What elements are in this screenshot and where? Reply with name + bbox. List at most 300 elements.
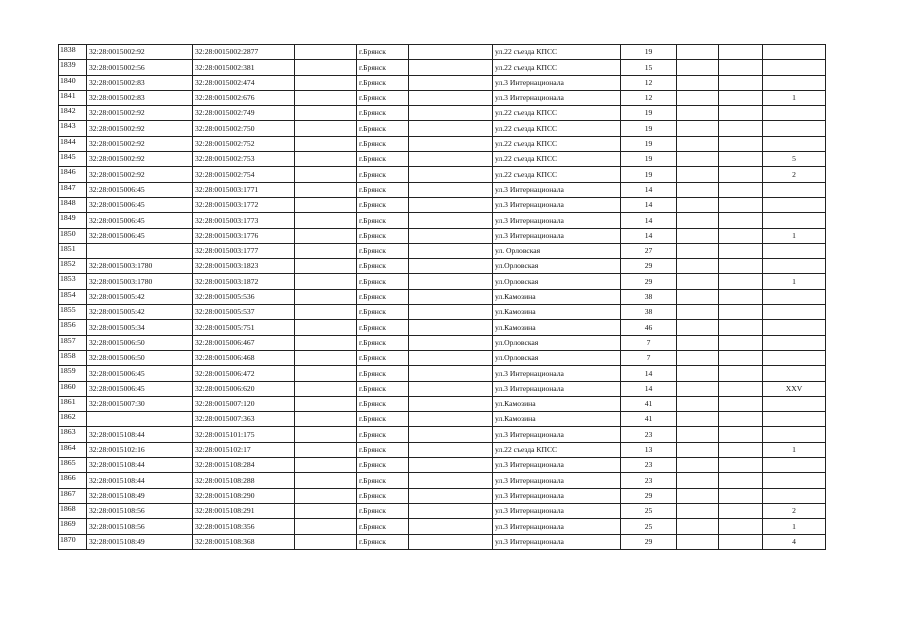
empty-cell xyxy=(677,488,719,503)
cadastral-number-cell: 32:28:0015003:1777 xyxy=(193,243,295,258)
street-cell: ул.Орловская xyxy=(493,259,621,274)
empty-cell xyxy=(677,106,719,121)
empty-cell xyxy=(409,427,493,442)
empty-cell xyxy=(677,182,719,197)
city-cell: г.Брянск xyxy=(357,274,409,289)
row-number-cell: 1866 xyxy=(59,473,87,488)
table-row xyxy=(59,519,826,534)
cadastral-number-cell: 32:28:0015006:472 xyxy=(193,366,295,381)
street-cell: ул.Камозина xyxy=(493,305,621,320)
city-cell: г.Брянск xyxy=(357,259,409,274)
house-number-cell: 29 xyxy=(621,274,677,289)
house-number-cell: 14 xyxy=(621,182,677,197)
city-cell: г.Брянск xyxy=(357,305,409,320)
house-number-cell: 19 xyxy=(621,136,677,151)
empty-cell xyxy=(409,350,493,365)
parent-cadastral-cell: 32:28:0015108:56 xyxy=(87,503,193,518)
empty-cell xyxy=(409,335,493,350)
empty-cell xyxy=(719,259,763,274)
empty-cell xyxy=(719,335,763,350)
parent-cadastral-cell: 32:28:0015007:30 xyxy=(87,396,193,411)
house-number-cell: 14 xyxy=(621,213,677,228)
empty-cell xyxy=(719,350,763,365)
empty-cell xyxy=(409,412,493,427)
empty-cell xyxy=(295,488,357,503)
empty-cell xyxy=(295,305,357,320)
empty-cell xyxy=(409,45,493,60)
house-number-cell: 14 xyxy=(621,381,677,396)
table-row xyxy=(59,503,826,518)
table-row xyxy=(59,396,826,411)
empty-cell xyxy=(677,519,719,534)
parent-cadastral-cell xyxy=(87,412,193,427)
house-number-cell: 7 xyxy=(621,350,677,365)
street-cell: ул.Орловская xyxy=(493,350,621,365)
table-row xyxy=(59,534,826,549)
empty-cell xyxy=(719,152,763,167)
row-number-cell: 1846 xyxy=(59,167,87,182)
cadastral-number-cell: 32:28:0015002:752 xyxy=(193,136,295,151)
table-row xyxy=(59,136,826,151)
extra-number-cell xyxy=(763,427,826,442)
parent-cadastral-cell: 32:28:0015108:44 xyxy=(87,427,193,442)
parent-cadastral-cell: 32:28:0015002:92 xyxy=(87,152,193,167)
cadastral-number-cell: 32:28:0015002:381 xyxy=(193,60,295,75)
street-cell: ул.3 Интернационала xyxy=(493,381,621,396)
empty-cell xyxy=(719,503,763,518)
cadastral-number-cell: 32:28:0015108:356 xyxy=(193,519,295,534)
row-number-cell: 1848 xyxy=(59,197,87,212)
cadastral-number-cell: 32:28:0015108:291 xyxy=(193,503,295,518)
empty-cell xyxy=(719,90,763,105)
house-number-cell: 25 xyxy=(621,503,677,518)
parent-cadastral-cell: 32:28:0015006:45 xyxy=(87,182,193,197)
empty-cell xyxy=(719,136,763,151)
house-number-cell: 29 xyxy=(621,534,677,549)
empty-cell xyxy=(409,182,493,197)
empty-cell xyxy=(295,90,357,105)
empty-cell xyxy=(677,259,719,274)
row-number-cell: 1839 xyxy=(59,60,87,75)
row-number-cell: 1843 xyxy=(59,121,87,136)
parent-cadastral-cell: 32:28:0015005:42 xyxy=(87,305,193,320)
house-number-cell: 23 xyxy=(621,427,677,442)
street-cell: ул.3 Интернационала xyxy=(493,427,621,442)
house-number-cell: 12 xyxy=(621,75,677,90)
extra-number-cell: 1 xyxy=(763,519,826,534)
house-number-cell: 38 xyxy=(621,305,677,320)
row-number-cell: 1853 xyxy=(59,274,87,289)
empty-cell xyxy=(719,427,763,442)
street-cell: ул.3 Интернационала xyxy=(493,488,621,503)
cadastral-number-cell: 32:28:0015002:753 xyxy=(193,152,295,167)
extra-number-cell: 1 xyxy=(763,274,826,289)
empty-cell xyxy=(677,243,719,258)
parent-cadastral-cell: 32:28:0015006:45 xyxy=(87,197,193,212)
row-number-cell: 1842 xyxy=(59,106,87,121)
table-row xyxy=(59,335,826,350)
city-cell: г.Брянск xyxy=(357,182,409,197)
house-number-cell: 23 xyxy=(621,473,677,488)
extra-number-cell xyxy=(763,458,826,473)
house-number-cell: 7 xyxy=(621,335,677,350)
parent-cadastral-cell: 32:28:0015006:45 xyxy=(87,366,193,381)
extra-number-cell xyxy=(763,60,826,75)
city-cell: г.Брянск xyxy=(357,381,409,396)
city-cell: г.Брянск xyxy=(357,473,409,488)
extra-number-cell xyxy=(763,473,826,488)
table-row xyxy=(59,274,826,289)
empty-cell xyxy=(719,458,763,473)
house-number-cell: 38 xyxy=(621,289,677,304)
row-number-cell: 1862 xyxy=(59,412,87,427)
parent-cadastral-cell: 32:28:0015003:1780 xyxy=(87,259,193,274)
parent-cadastral-cell: 32:28:0015005:42 xyxy=(87,289,193,304)
street-cell: ул.3 Интернационала xyxy=(493,519,621,534)
empty-cell xyxy=(409,152,493,167)
empty-cell xyxy=(295,45,357,60)
city-cell: г.Брянск xyxy=(357,442,409,457)
empty-cell xyxy=(409,366,493,381)
empty-cell xyxy=(295,152,357,167)
city-cell: г.Брянск xyxy=(357,503,409,518)
empty-cell xyxy=(719,197,763,212)
empty-cell xyxy=(409,503,493,518)
city-cell: г.Брянск xyxy=(357,75,409,90)
street-cell: ул.3 Интернационала xyxy=(493,213,621,228)
extra-number-cell xyxy=(763,366,826,381)
cadastral-number-cell: 32:28:0015003:1823 xyxy=(193,259,295,274)
empty-cell xyxy=(677,412,719,427)
city-cell: г.Брянск xyxy=(357,519,409,534)
empty-cell xyxy=(409,60,493,75)
street-cell: ул.22 съезда КПСС xyxy=(493,45,621,60)
cadastral-number-cell: 32:28:0015108:284 xyxy=(193,458,295,473)
empty-cell xyxy=(677,320,719,335)
empty-cell xyxy=(719,473,763,488)
parent-cadastral-cell: 32:28:0015006:45 xyxy=(87,381,193,396)
empty-cell xyxy=(409,259,493,274)
row-number-cell: 1849 xyxy=(59,213,87,228)
empty-cell xyxy=(409,213,493,228)
empty-cell xyxy=(295,503,357,518)
empty-cell xyxy=(409,243,493,258)
house-number-cell: 15 xyxy=(621,60,677,75)
empty-cell xyxy=(677,167,719,182)
extra-number-cell xyxy=(763,75,826,90)
extra-number-cell xyxy=(763,243,826,258)
parent-cadastral-cell: 32:28:0015006:50 xyxy=(87,350,193,365)
cadastral-number-cell: 32:28:0015002:749 xyxy=(193,106,295,121)
cadastral-number-cell: 32:28:0015003:1773 xyxy=(193,213,295,228)
table-row xyxy=(59,182,826,197)
street-cell: ул.Камозина xyxy=(493,412,621,427)
empty-cell xyxy=(409,396,493,411)
city-cell: г.Брянск xyxy=(357,366,409,381)
extra-number-cell xyxy=(763,305,826,320)
table-row xyxy=(59,320,826,335)
empty-cell xyxy=(295,75,357,90)
street-cell: ул. Орловская xyxy=(493,243,621,258)
cadastral-number-cell: 32:28:0015002:474 xyxy=(193,75,295,90)
property-table xyxy=(58,44,826,550)
street-cell: ул.3 Интернационала xyxy=(493,90,621,105)
row-number-cell: 1850 xyxy=(59,228,87,243)
row-number-cell: 1859 xyxy=(59,366,87,381)
house-number-cell: 19 xyxy=(621,106,677,121)
empty-cell xyxy=(677,427,719,442)
empty-cell xyxy=(295,106,357,121)
empty-cell xyxy=(677,152,719,167)
empty-cell xyxy=(409,289,493,304)
extra-number-cell xyxy=(763,197,826,212)
cadastral-number-cell: 32:28:0015005:536 xyxy=(193,289,295,304)
extra-number-cell xyxy=(763,412,826,427)
empty-cell xyxy=(677,60,719,75)
row-number-cell: 1865 xyxy=(59,458,87,473)
cadastral-number-cell: 32:28:0015002:750 xyxy=(193,121,295,136)
table-row xyxy=(59,243,826,258)
street-cell: ул.3 Интернационала xyxy=(493,503,621,518)
empty-cell xyxy=(719,534,763,549)
row-number-cell: 1856 xyxy=(59,320,87,335)
empty-cell xyxy=(295,320,357,335)
empty-cell xyxy=(409,90,493,105)
empty-cell xyxy=(295,381,357,396)
empty-cell xyxy=(677,396,719,411)
empty-cell xyxy=(677,90,719,105)
empty-cell xyxy=(677,136,719,151)
street-cell: ул.3 Интернационала xyxy=(493,228,621,243)
empty-cell xyxy=(677,442,719,457)
extra-number-cell xyxy=(763,136,826,151)
house-number-cell: 46 xyxy=(621,320,677,335)
house-number-cell: 14 xyxy=(621,366,677,381)
table-row xyxy=(59,90,826,105)
empty-cell xyxy=(409,136,493,151)
table-row xyxy=(59,167,826,182)
city-cell: г.Брянск xyxy=(357,396,409,411)
cadastral-number-cell: 32:28:0015006:620 xyxy=(193,381,295,396)
row-number-cell: 1854 xyxy=(59,289,87,304)
empty-cell xyxy=(295,534,357,549)
empty-cell xyxy=(719,228,763,243)
empty-cell xyxy=(677,75,719,90)
empty-cell xyxy=(719,366,763,381)
table-row xyxy=(59,488,826,503)
empty-cell xyxy=(719,45,763,60)
row-number-cell: 1864 xyxy=(59,442,87,457)
table-row xyxy=(59,366,826,381)
table-row xyxy=(59,305,826,320)
house-number-cell: 19 xyxy=(621,45,677,60)
empty-cell xyxy=(677,335,719,350)
extra-number-cell xyxy=(763,121,826,136)
cadastral-number-cell: 32:28:0015005:537 xyxy=(193,305,295,320)
empty-cell xyxy=(295,396,357,411)
parent-cadastral-cell: 32:28:0015006:45 xyxy=(87,213,193,228)
parent-cadastral-cell: 32:28:0015108:44 xyxy=(87,473,193,488)
street-cell: ул.3 Интернационала xyxy=(493,75,621,90)
empty-cell xyxy=(677,197,719,212)
empty-cell xyxy=(677,350,719,365)
parent-cadastral-cell: 32:28:0015108:49 xyxy=(87,488,193,503)
parent-cadastral-cell: 32:28:0015002:92 xyxy=(87,136,193,151)
extra-number-cell: 5 xyxy=(763,152,826,167)
empty-cell xyxy=(409,197,493,212)
row-number-cell: 1840 xyxy=(59,75,87,90)
empty-cell xyxy=(409,458,493,473)
empty-cell xyxy=(719,488,763,503)
table-row xyxy=(59,106,826,121)
row-number-cell: 1863 xyxy=(59,427,87,442)
parent-cadastral-cell: 32:28:0015005:34 xyxy=(87,320,193,335)
empty-cell xyxy=(677,274,719,289)
row-number-cell: 1867 xyxy=(59,488,87,503)
house-number-cell: 13 xyxy=(621,442,677,457)
city-cell: г.Брянск xyxy=(357,350,409,365)
empty-cell xyxy=(409,228,493,243)
empty-cell xyxy=(295,136,357,151)
empty-cell xyxy=(295,458,357,473)
row-number-cell: 1852 xyxy=(59,259,87,274)
extra-number-cell xyxy=(763,350,826,365)
city-cell: г.Брянск xyxy=(357,167,409,182)
table-row xyxy=(59,213,826,228)
extra-number-cell xyxy=(763,289,826,304)
table-row xyxy=(59,289,826,304)
street-cell: ул.22 съезда КПСС xyxy=(493,136,621,151)
table-row xyxy=(59,259,826,274)
empty-cell xyxy=(409,519,493,534)
city-cell: г.Брянск xyxy=(357,243,409,258)
empty-cell xyxy=(677,381,719,396)
empty-cell xyxy=(295,60,357,75)
empty-cell xyxy=(295,366,357,381)
street-cell: ул.22 съезда КПСС xyxy=(493,106,621,121)
extra-number-cell xyxy=(763,396,826,411)
row-number-cell: 1869 xyxy=(59,519,87,534)
cadastral-number-cell: 32:28:0015007:120 xyxy=(193,396,295,411)
parent-cadastral-cell: 32:28:0015102:16 xyxy=(87,442,193,457)
table-row xyxy=(59,228,826,243)
parent-cadastral-cell: 32:28:0015002:92 xyxy=(87,45,193,60)
cadastral-number-cell: 32:28:0015102:17 xyxy=(193,442,295,457)
table-row xyxy=(59,75,826,90)
table-row xyxy=(59,45,826,60)
empty-cell xyxy=(677,213,719,228)
empty-cell xyxy=(409,381,493,396)
city-cell: г.Брянск xyxy=(357,488,409,503)
house-number-cell: 14 xyxy=(621,197,677,212)
cadastral-number-cell: 32:28:0015006:467 xyxy=(193,335,295,350)
table-body xyxy=(59,45,826,550)
cadastral-number-cell: 32:28:0015108:288 xyxy=(193,473,295,488)
empty-cell xyxy=(295,274,357,289)
city-cell: г.Брянск xyxy=(357,458,409,473)
extra-number-cell: 2 xyxy=(763,167,826,182)
table-row xyxy=(59,458,826,473)
row-number-cell: 1838 xyxy=(59,45,87,60)
empty-cell xyxy=(719,305,763,320)
empty-cell xyxy=(409,473,493,488)
empty-cell xyxy=(409,305,493,320)
street-cell: ул.3 Интернационала xyxy=(493,197,621,212)
city-cell: г.Брянск xyxy=(357,45,409,60)
row-number-cell: 1847 xyxy=(59,182,87,197)
empty-cell xyxy=(295,442,357,457)
empty-cell xyxy=(719,75,763,90)
empty-cell xyxy=(719,381,763,396)
empty-cell xyxy=(295,289,357,304)
empty-cell xyxy=(719,289,763,304)
empty-cell xyxy=(295,412,357,427)
cadastral-number-cell: 32:28:0015003:1772 xyxy=(193,197,295,212)
extra-number-cell xyxy=(763,213,826,228)
empty-cell xyxy=(677,228,719,243)
empty-cell xyxy=(677,121,719,136)
city-cell: г.Брянск xyxy=(357,534,409,549)
parent-cadastral-cell: 32:28:0015108:44 xyxy=(87,458,193,473)
house-number-cell: 19 xyxy=(621,167,677,182)
row-number-cell: 1870 xyxy=(59,534,87,549)
city-cell: г.Брянск xyxy=(357,197,409,212)
house-number-cell: 12 xyxy=(621,90,677,105)
house-number-cell: 19 xyxy=(621,121,677,136)
extra-number-cell xyxy=(763,259,826,274)
extra-number-cell: 1 xyxy=(763,90,826,105)
table-row xyxy=(59,427,826,442)
cadastral-number-cell: 32:28:0015007:363 xyxy=(193,412,295,427)
empty-cell xyxy=(719,412,763,427)
cadastral-number-cell: 32:28:0015006:468 xyxy=(193,350,295,365)
empty-cell xyxy=(677,45,719,60)
parent-cadastral-cell: 32:28:0015002:83 xyxy=(87,75,193,90)
row-number-cell: 1861 xyxy=(59,396,87,411)
row-number-cell: 1857 xyxy=(59,335,87,350)
street-cell: ул.Камозина xyxy=(493,396,621,411)
cadastral-number-cell: 32:28:0015002:2877 xyxy=(193,45,295,60)
parent-cadastral-cell: 32:28:0015002:92 xyxy=(87,106,193,121)
street-cell: ул.22 съезда КПСС xyxy=(493,167,621,182)
table-row xyxy=(59,197,826,212)
row-number-cell: 1844 xyxy=(59,136,87,151)
empty-cell xyxy=(295,167,357,182)
parent-cadastral-cell: 32:28:0015006:50 xyxy=(87,335,193,350)
table-row xyxy=(59,473,826,488)
parent-cadastral-cell: 32:28:0015002:92 xyxy=(87,121,193,136)
house-number-cell: 41 xyxy=(621,396,677,411)
parent-cadastral-cell: 32:28:0015003:1780 xyxy=(87,274,193,289)
empty-cell xyxy=(295,335,357,350)
street-cell: ул.Орловская xyxy=(493,335,621,350)
city-cell: г.Брянск xyxy=(357,427,409,442)
empty-cell xyxy=(409,75,493,90)
extra-number-cell xyxy=(763,320,826,335)
empty-cell xyxy=(295,427,357,442)
street-cell: ул.3 Интернационала xyxy=(493,534,621,549)
house-number-cell: 23 xyxy=(621,458,677,473)
table-row xyxy=(59,350,826,365)
street-cell: ул.Камозина xyxy=(493,289,621,304)
city-cell: г.Брянск xyxy=(357,213,409,228)
table-row xyxy=(59,442,826,457)
city-cell: г.Брянск xyxy=(357,136,409,151)
empty-cell xyxy=(719,243,763,258)
city-cell: г.Брянск xyxy=(357,60,409,75)
city-cell: г.Брянск xyxy=(357,90,409,105)
house-number-cell: 29 xyxy=(621,488,677,503)
